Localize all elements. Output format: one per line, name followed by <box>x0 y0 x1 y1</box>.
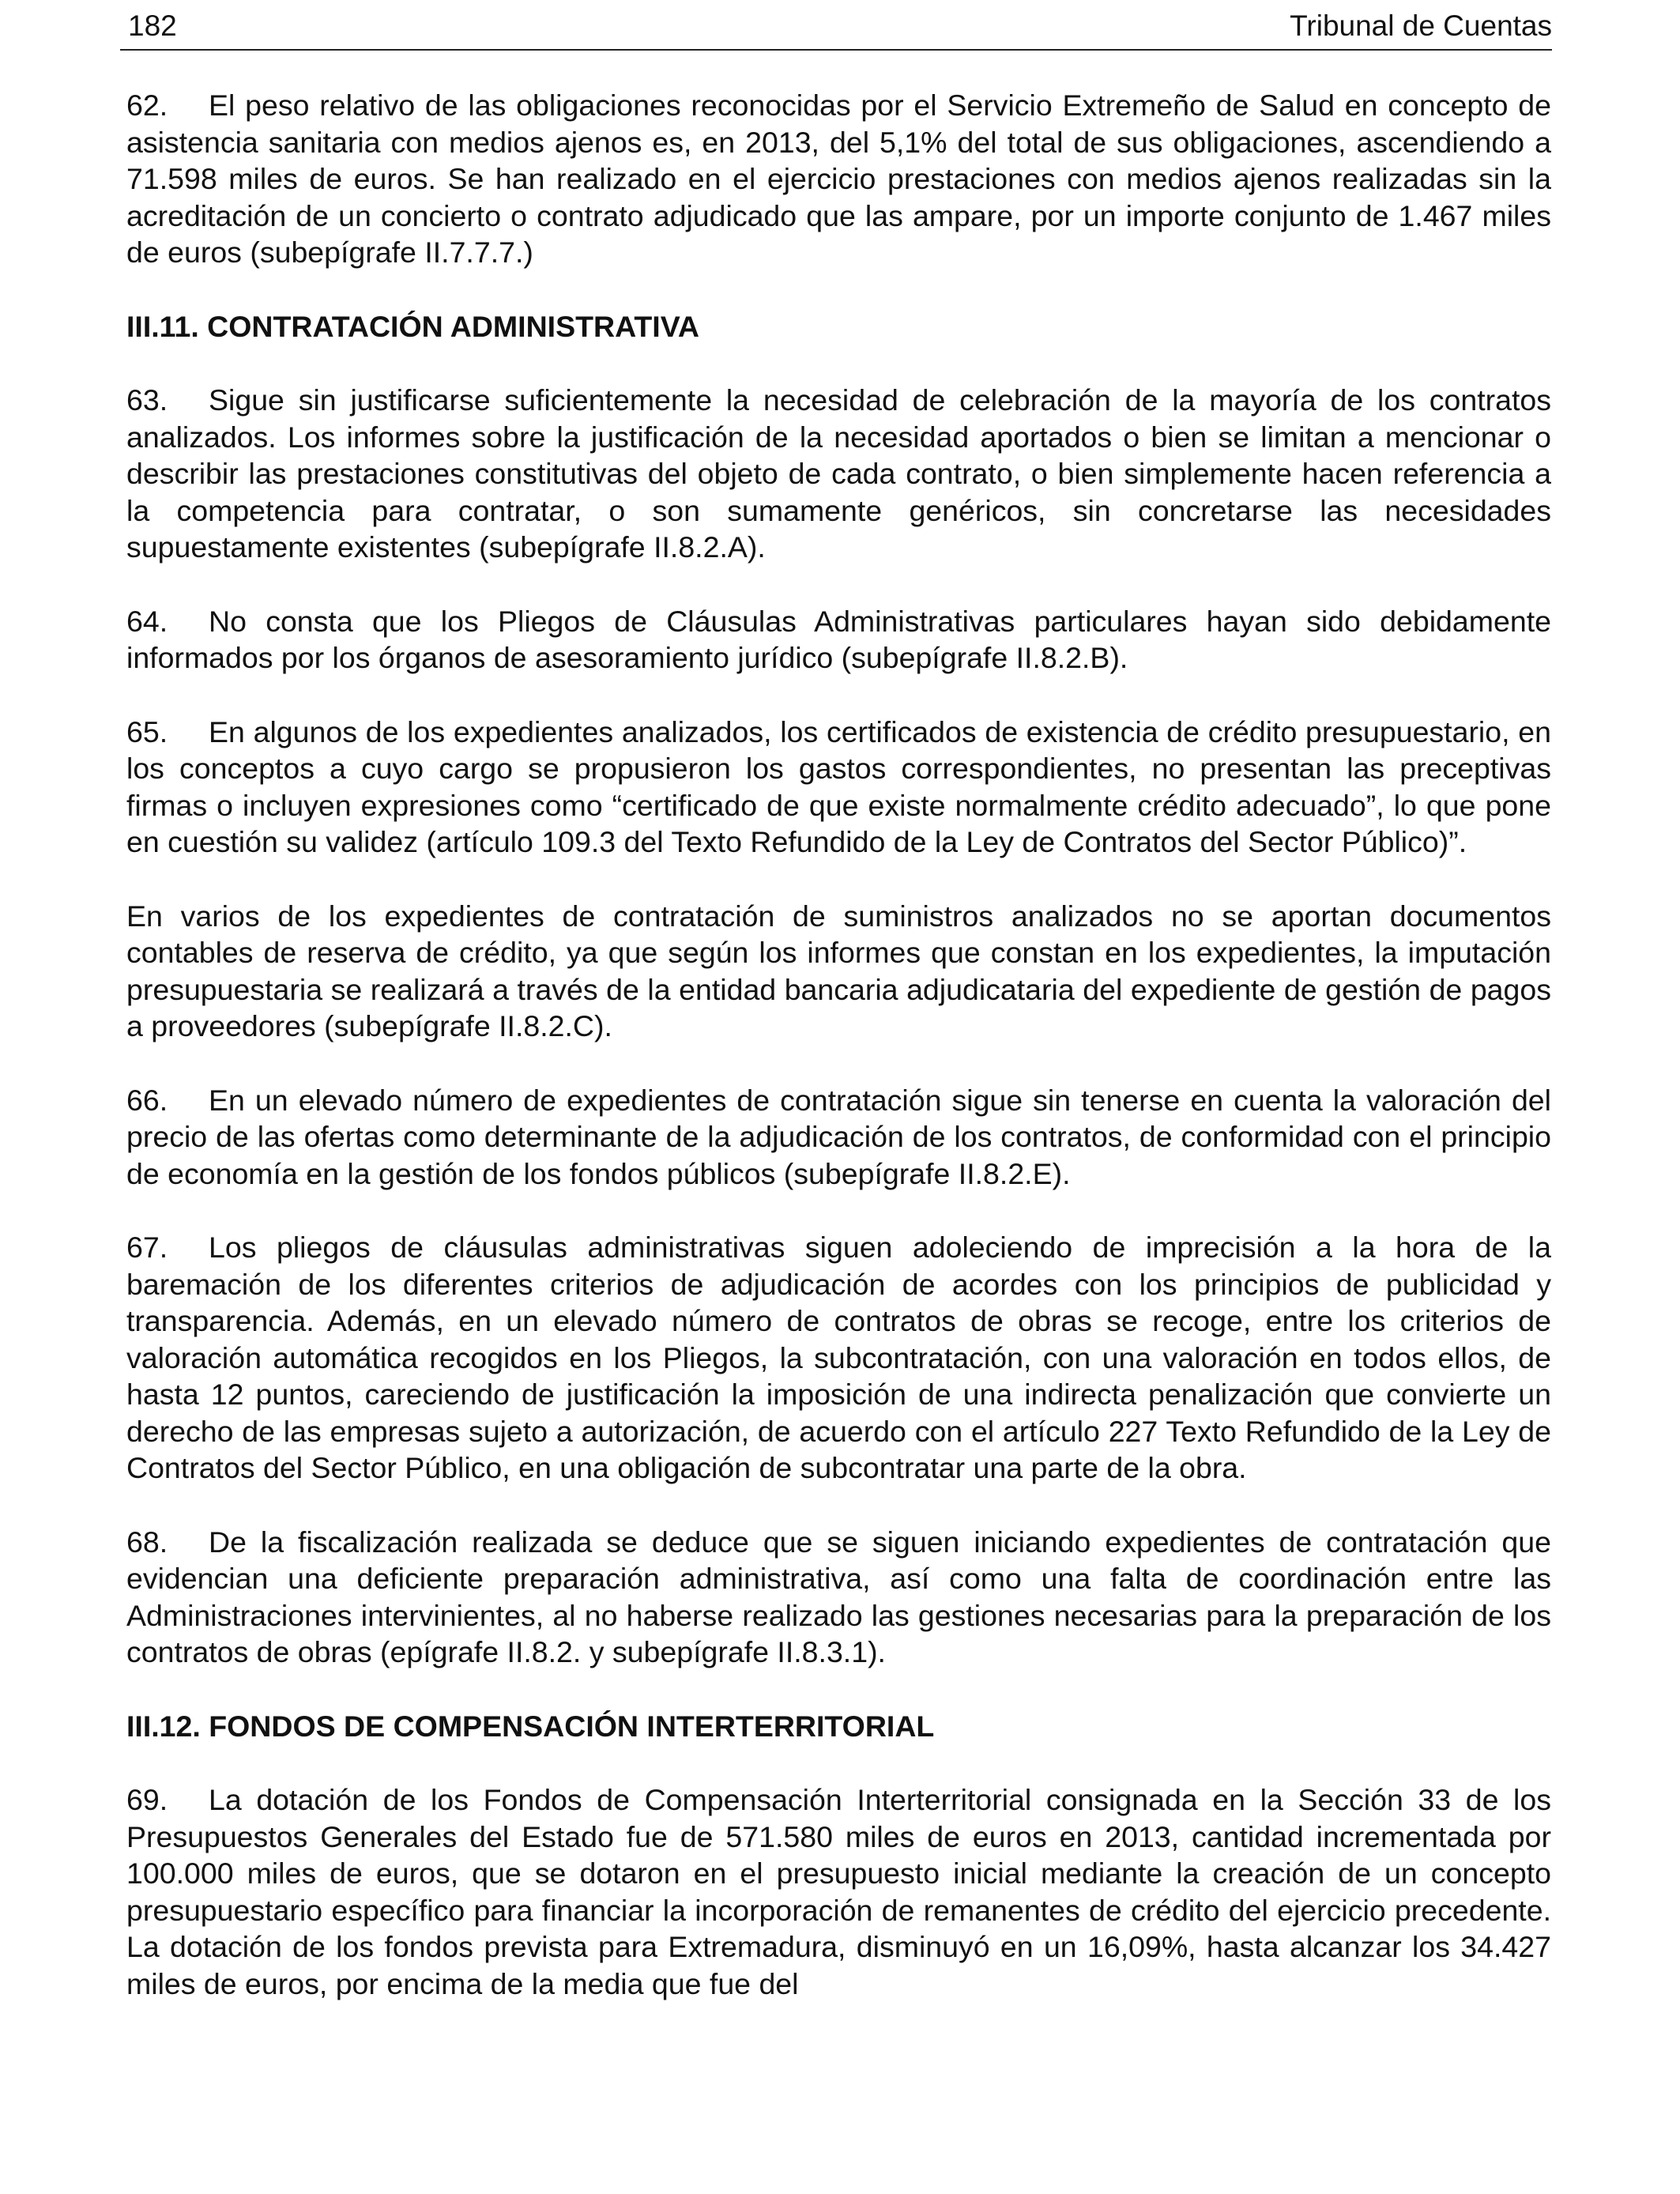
paragraph-68 <box>126 1524 1551 1671</box>
paragraph-number: 68. <box>126 1525 168 1559</box>
paragraph-text: En varios de los expedientes de contratación de suministros analizados no se aportan documentos contables de reserva de crédito, ya que según los informes que constan en los expedientes, la imputación presupuestaria se realizará a través de la entidad bancaria adjudicataria del expediente de gestión de pagos a proveedores (subepígrafe II.8.2.C). <box>126 899 1551 1042</box>
paragraph-number: 65. <box>126 714 168 748</box>
paragraph-text: La dotación de los Fondos de Compensación Interterritorial consignada en la Sección 33 de los Presupuestos Generales del Estado fue de 571.580 miles de euros en 2013, cantidad incrementada por 100.000 miles de euros, que se dotaron en el presupuesto inicial mediante la creación de un concepto presupuestario específico para financiar la incorporación de remanentes de crédito del ejercicio precedente. La dotación de los fondos prevista para Extremadura, disminuyó en un 16,09%, hasta alcanzar los 34.427 miles de euros, por encima de la media que fue del <box>126 1783 1551 2000</box>
section-heading-contratacion: III.11. CONTRATACIÓN ADMINISTRATIVA <box>126 309 700 343</box>
document-body <box>126 87 1551 2039</box>
page-header <box>120 8 1552 47</box>
paragraph-text: Sigue sin justificarse suficientemente la necesidad de celebración de la mayoría de los contratos analizados. Los informes sobre la justificación de la necesidad aportados o bien se limitan a mencionar o describir las prestaciones constitutivas del objeto de cada contrato, o bien simplemente hacen referencia a la competencia para contratar, o son sumamente genéricos, sin concretarse las necesidades supuestamente existentes (subepígrafe II.8.2.A). <box>126 383 1551 564</box>
paragraph-69 <box>126 1781 1551 2002</box>
paragraph-text: El peso relativo de las obligaciones reconocidas por el Servicio Extremeño de Salud en concepto de asistencia sanitaria con medios ajenos es, en 2013, del 5,1% del total de sus obligaciones, ascendiendo a 71.598 miles de euros. Se han realizado en el ejercicio prestaciones con medios ajenos realizadas sin la acreditación de un concierto o contrato adjudicado que las ampare, por un importe conjunto de 1.467 miles de euros (subepígrafe II.7.7.7.) <box>126 89 1551 269</box>
paragraph-number: 63. <box>126 383 168 417</box>
paragraph-number: 62. <box>126 89 168 122</box>
paragraph-65-continued <box>126 898 1551 1045</box>
paragraph-text: En un elevado número de expedientes de contratación sigue sin tenerse en cuenta la valoración del precio de las ofertas como determinante de la adjudicación de los contratos, de conformidad con el principio de economía en la gestión de los fondos públicos (subepígrafe II.8.2.E). <box>126 1083 1551 1190</box>
paragraph-63 <box>126 382 1551 566</box>
paragraph-text: No consta que los Pliegos de Cláusulas Administrativas particulares hayan sido debidamente informados por los órganos de asesoramiento jurídico (subepígrafe II.8.2.B). <box>126 604 1551 674</box>
paragraph-text: De la fiscalización realizada se deduce que se siguen iniciando expedientes de contratación que evidencian una deficiente preparación administrativa, así como una falta de coordinación entre las Administraciones intervinientes, al no haberse realizado las gestiones necesarias para la preparación de los contratos de obras (epígrafe II.8.2. y subepígrafe II.8.3.1). <box>126 1525 1551 1668</box>
paragraph-number: 69. <box>126 1783 168 1816</box>
paragraph-text: Los pliegos de cláusulas administrativas siguen adoleciendo de imprecisión a la hora de la baremación de los diferentes criterios de adjudicación de acordes con los principios de publicidad y transparencia. Además, en un elevado número de contratos de obras se recoge, entre los criterios de valoración automática recogidos en los Pliegos, la subcontratación, con una valoración en todos ellos, de hasta 12 puntos, careciendo de justificación la imposición de una indirecta penalización que convierte un derecho de las empresas sujeto a autorización, de acuerdo con el artículo 227 Texto Refundido de la Ley de Contratos del Sector Público, en una obligación de subcontratar una parte de la obra. <box>126 1231 1551 1484</box>
paragraph-62 <box>126 87 1551 271</box>
section-heading-fondos: III.12. FONDOS DE COMPENSACIÓN INTERTERRITORIAL <box>126 1709 935 1743</box>
paragraph-65 <box>126 714 1551 861</box>
page-number: 182 <box>128 9 177 42</box>
header-rule <box>120 49 1552 51</box>
paragraph-number: 66. <box>126 1083 168 1117</box>
paragraph-number: 67. <box>126 1231 168 1264</box>
paragraph-66 <box>126 1082 1551 1193</box>
paragraph-67 <box>126 1229 1551 1487</box>
paragraph-text: En algunos de los expedientes analizados, los certificados de existencia de crédito presupuestario, en los conceptos a cuyo cargo se propusieron los gastos correspondientes, no presentan las preceptivas firmas o incluyen expresiones como “certificado de que existe normalmente crédito adecuado”, lo que pone en cuestión su validez (artículo 109.3 del Texto Refundido de la Ley de Contratos del Sector Público)”. <box>126 714 1551 858</box>
running-title: Tribunal de Cuentas <box>1290 9 1552 42</box>
paragraph-number: 64. <box>126 604 168 638</box>
paragraph-64 <box>126 603 1551 677</box>
